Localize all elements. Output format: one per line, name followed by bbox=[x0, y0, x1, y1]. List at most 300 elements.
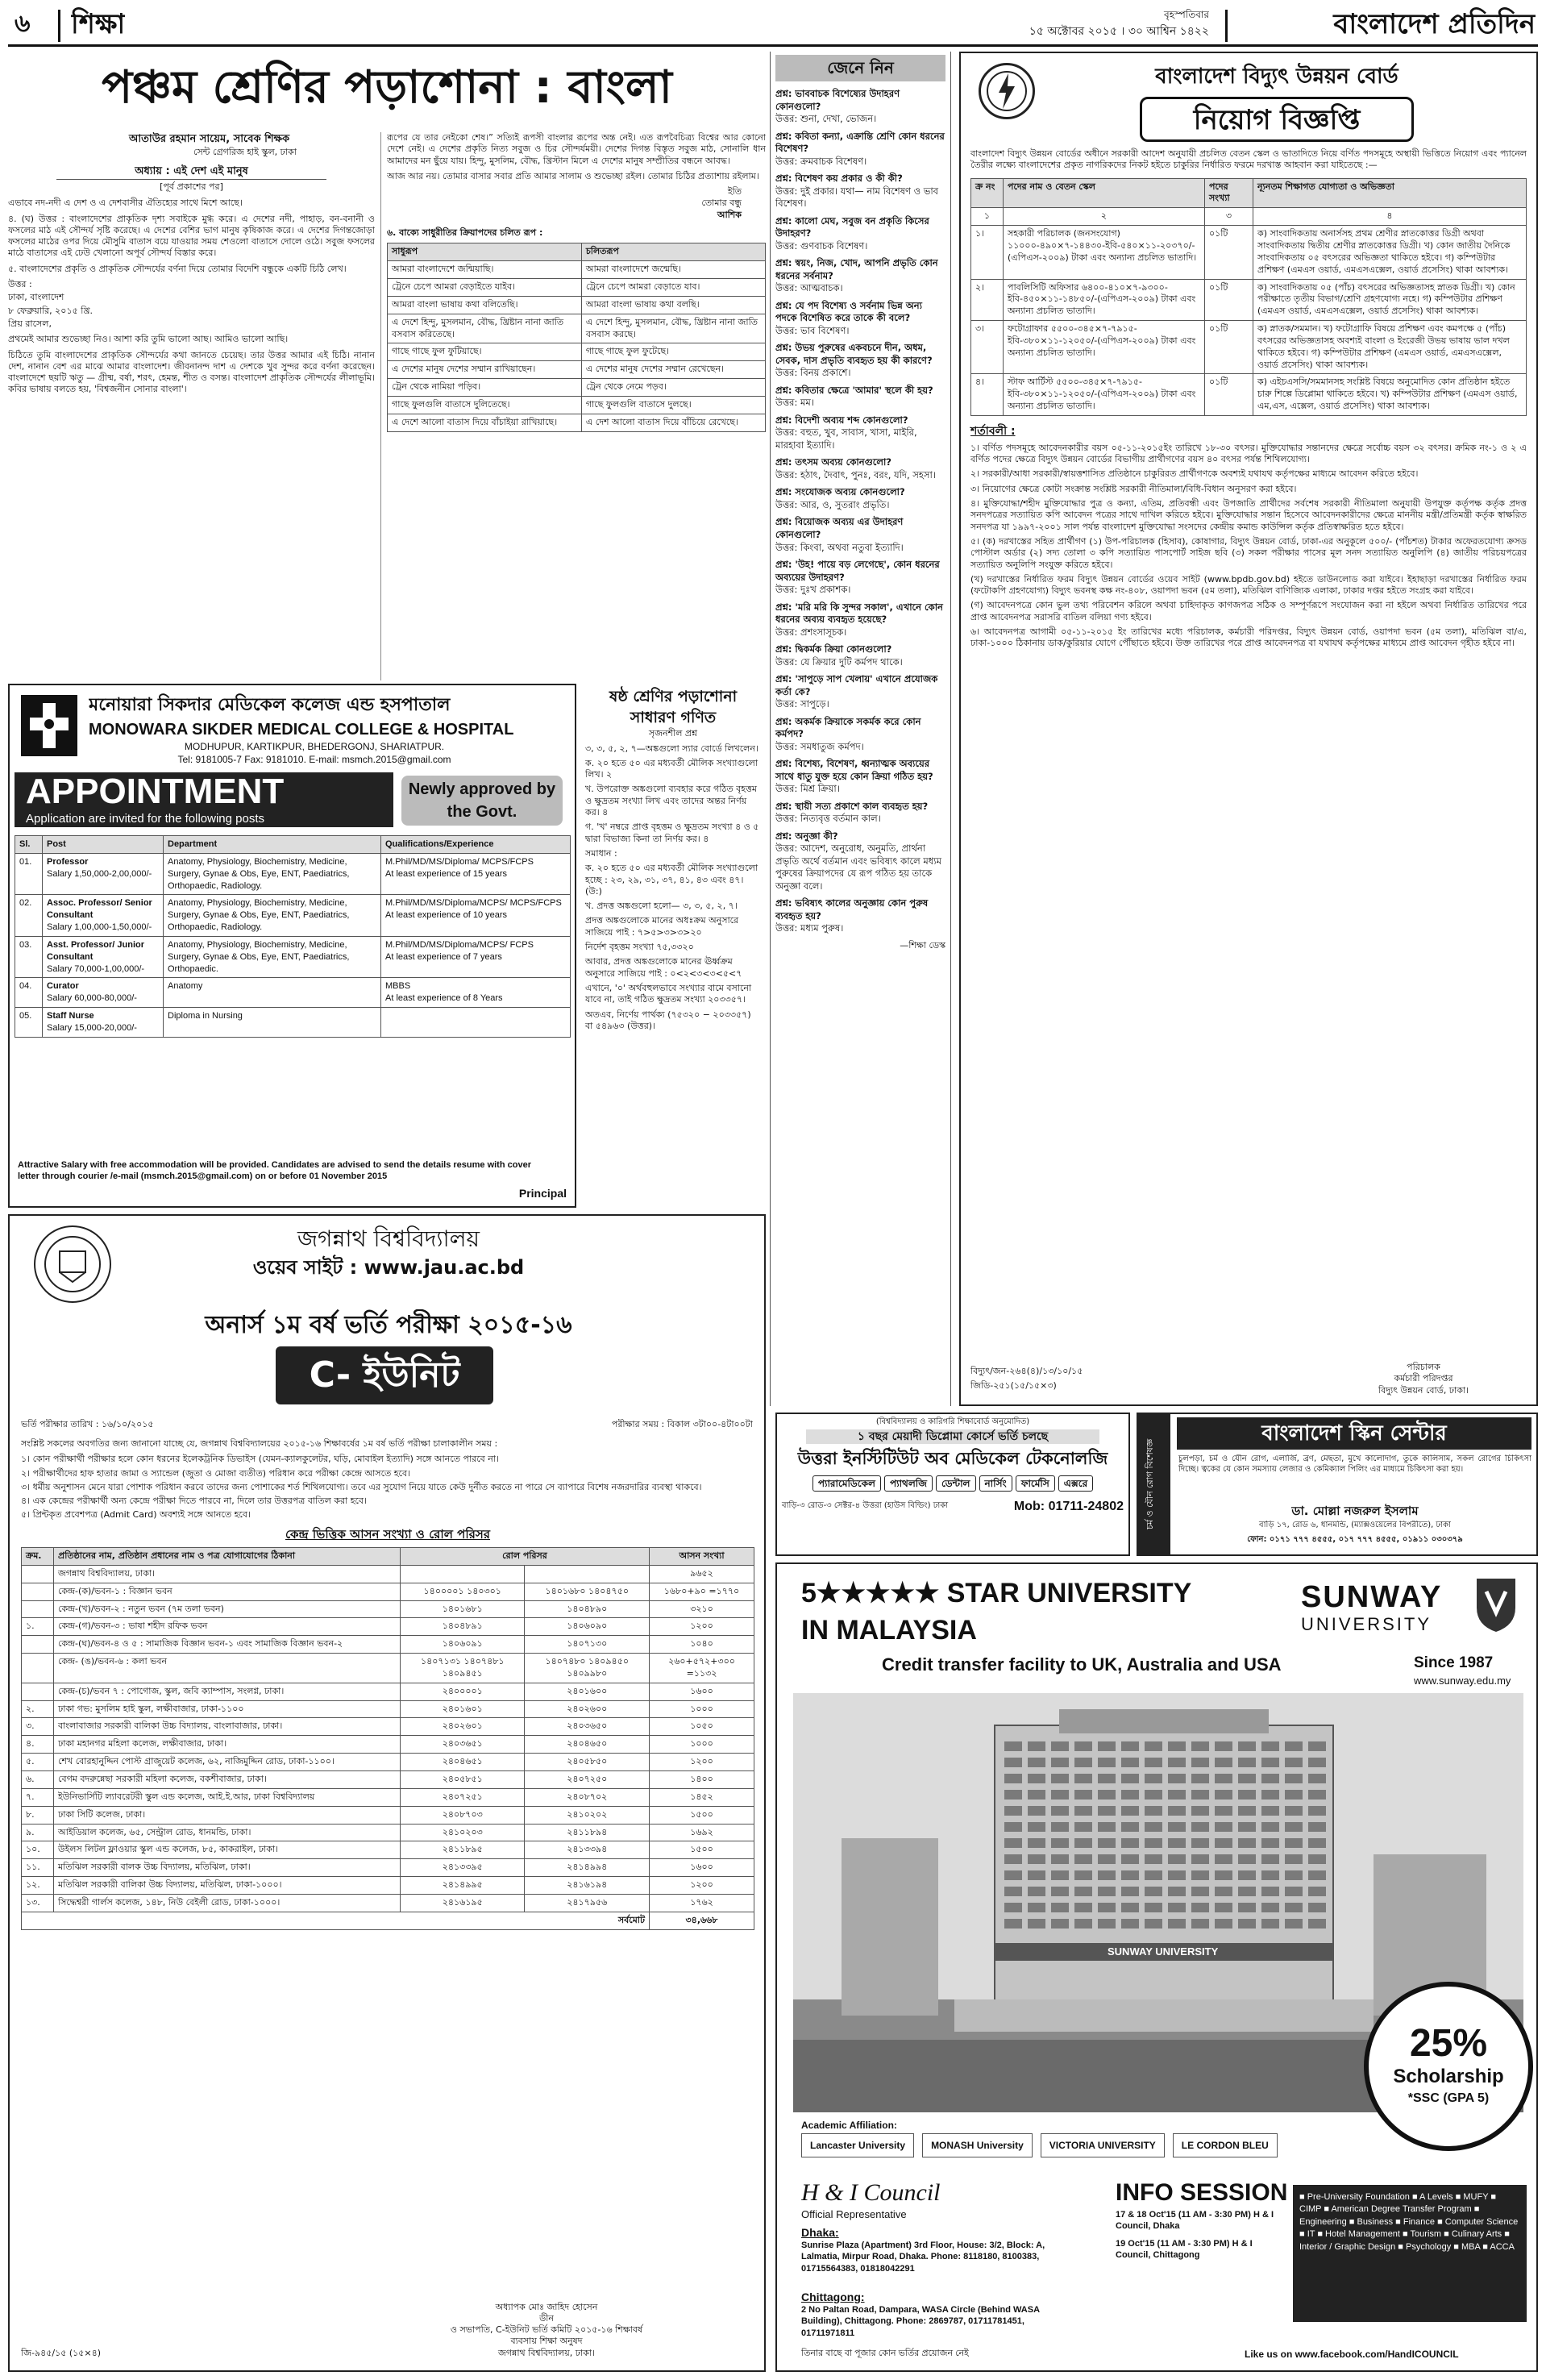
building-window bbox=[1004, 1903, 1022, 1912]
qa-list bbox=[775, 88, 945, 935]
lesson6-sub: সৃজনশীল প্রশ্ন bbox=[648, 728, 698, 739]
exam-time: পরীক্ষার সময় : বিকাল ৩টা০০-৪টা০০টা bbox=[611, 1419, 753, 1429]
building-window bbox=[1308, 1758, 1326, 1767]
table-row bbox=[388, 396, 766, 414]
row-serial: 04. bbox=[15, 978, 43, 1008]
seat-count: ২৬০+৫৭২+৩০০ =১১৩২ bbox=[650, 1654, 754, 1683]
row-number: ১১. bbox=[22, 1859, 54, 1877]
skin-text: চুলপড়া, চর্ম ও যৌন রোগ, এলার্জি, ব্রণ, মেছতা, মুখে কালোদাগ, তুকে কালিসাম, সকল রোগের চিকিৎসা দিচ্ছে। ত্বকের যে কোন সমস্যায় লেজার ও কেমিক্যাল পিলিং এর মাধ্যমে চিকিৎসা করা হয়। bbox=[1178, 1454, 1531, 1474]
building-window bbox=[1051, 1822, 1069, 1832]
table-row bbox=[388, 361, 766, 379]
qa-item bbox=[775, 215, 945, 253]
rule-item: ২। পরীক্ষার্থীদের হাফ হাতার জামা ও স্যান্ডেল (জুতা ও মোজা ব্যতীত) পরিধান করে পরীক্ষা কেন্দ্রে আসতে হবে। bbox=[21, 1467, 411, 1479]
row-number bbox=[22, 1636, 54, 1654]
qa-question: প্রশ্ন: বিশেষণ কয় প্রকার ও কী কী? bbox=[775, 173, 903, 185]
building-window bbox=[1004, 1854, 1022, 1864]
info-session-title: INFO SESSION bbox=[1116, 2179, 1288, 2206]
table-row bbox=[22, 1806, 754, 1824]
building-window bbox=[1215, 1854, 1232, 1864]
qa-answer: উত্তর: ভাব বিশেষণ। bbox=[775, 324, 850, 336]
table-header: Sl. bbox=[15, 836, 43, 854]
row-number bbox=[22, 1583, 54, 1600]
building-window bbox=[1285, 1870, 1303, 1880]
newspaper-name: বাংলাদেশ প্রতিদিন bbox=[1333, 8, 1536, 40]
table-row bbox=[22, 1771, 754, 1789]
building-window bbox=[1098, 1903, 1116, 1912]
bpdb-posts-table bbox=[970, 178, 1527, 416]
qa-question: প্রশ্ন: ভবিষ্যৎ কালের অনুজ্ঞায় কোন পুরুষ ব্যবহৃত হয়? bbox=[775, 897, 929, 922]
table-row bbox=[388, 279, 766, 297]
roll-from: ২৪০৩৬৫১ bbox=[401, 1736, 525, 1754]
building-window bbox=[1191, 1806, 1209, 1816]
row-number: ৪। bbox=[971, 374, 1004, 416]
building-window bbox=[1121, 1887, 1139, 1896]
building-window bbox=[1308, 1790, 1326, 1800]
building-window bbox=[1004, 1806, 1022, 1816]
building-window bbox=[1308, 1822, 1326, 1832]
qa-answer: উত্তর: দুই প্রকার। যথা— নাম বিশেষণ ও ভাব বিশেষণ। bbox=[775, 185, 939, 210]
table-header: রোল পরিসর bbox=[401, 1548, 650, 1566]
lesson5-title: পঞ্চম শ্রেণির পড়াশোনা : বাংলা bbox=[102, 61, 672, 114]
qa-answer: উত্তর: বহুত, খুব, সাবাস, খাসা, মাইরি, মারহাবা ইত্যাদি। bbox=[775, 426, 917, 451]
building-window bbox=[1121, 1758, 1139, 1767]
roll-to: ২৪০১৬০০ bbox=[525, 1683, 650, 1700]
building-window bbox=[1261, 1806, 1279, 1816]
program-item: ■ MUFY bbox=[1455, 2192, 1491, 2202]
sunway-facebook[interactable]: Like us on www.facebook.com/HandICOUNCIL bbox=[1245, 2349, 1459, 2360]
building-window bbox=[1191, 1903, 1209, 1912]
qa-answer: উত্তর: সাপুড়ে। bbox=[775, 698, 829, 710]
program-item: ■ A Levels bbox=[1411, 2192, 1456, 2202]
qa-item bbox=[775, 257, 945, 295]
qualification-cell bbox=[381, 978, 571, 1008]
qa-answer: উত্তর: নিত্যবৃত্ত বর্তমান কাল। bbox=[775, 813, 881, 825]
building-window bbox=[1051, 1790, 1069, 1800]
table-cell: এ দেশে আলো বাতাস দিয়ে বাঁচাইয়া রাখিয়াছে। bbox=[388, 414, 582, 431]
table-row bbox=[15, 895, 571, 937]
building-window bbox=[1238, 1870, 1256, 1880]
building-window bbox=[1308, 1854, 1326, 1864]
building-window bbox=[1098, 1790, 1116, 1800]
post-salary: Salary 60,000-80,000/- bbox=[47, 993, 137, 1004]
row-number: ১। bbox=[971, 226, 1004, 279]
building-window bbox=[1074, 1806, 1092, 1816]
qa-answer: উত্তর: মধ্যম পুরুষ। bbox=[775, 922, 844, 934]
table-header: ক্র নং bbox=[971, 178, 1004, 208]
post-title: Assoc. Professor/ Senior Consultant bbox=[47, 898, 152, 921]
qa-question: প্রশ্ন: বিদেশী অব্যয় শব্দ কোনগুলো? bbox=[775, 414, 908, 426]
letter-closing: ইতি bbox=[727, 186, 742, 198]
scholarship-condition: *SSC (GPA 5) bbox=[1407, 2091, 1490, 2106]
building-window bbox=[1074, 1774, 1092, 1783]
jnu-rules bbox=[21, 1438, 754, 1930]
building-window bbox=[1285, 1919, 1303, 1929]
roll-from: ১৪০৭১৩১ ১৪০৭৪৮১ ১৪০৯৪৫১ bbox=[401, 1654, 525, 1683]
qa-item bbox=[775, 716, 945, 754]
row-number bbox=[22, 1683, 54, 1700]
chapter-heading: অধ্যায় : এই দেশ এই মানুষ bbox=[56, 164, 326, 180]
row-serial: 01. bbox=[15, 853, 43, 895]
lesson6-line: গ. 'খ' নম্বরে প্রাপ্ত বৃহত্তম ও ক্ষুদ্রতম সংখ্যা ৪ ও ৫ দ্বারা বিভাজ্য কিনা তা নির্ণয় কর। ৪ bbox=[585, 822, 759, 844]
term-item: ৩। নিয়োগের ক্ষেত্রে কোটা সংক্রান্ত সংশ্লিষ্ট সরকারী নীতিমালা/বিধি-বিধান অনুসরণ করা হইবে। bbox=[970, 483, 1297, 494]
qa-item bbox=[775, 758, 945, 796]
roll-to: ২৪০২৬০০ bbox=[525, 1700, 650, 1718]
sunway-logo-text: SUNWAY bbox=[1301, 1580, 1443, 1614]
roll-from: ১৪০০০০১ ১৪০৩০১ bbox=[401, 1583, 525, 1600]
building-window bbox=[1215, 1790, 1232, 1800]
lesson5-para: ৮ ফেব্রুয়ারি, ২০১৫ খ্রি. bbox=[8, 305, 94, 316]
building-window bbox=[1098, 1838, 1116, 1848]
table-row bbox=[22, 1754, 754, 1771]
building-window bbox=[1145, 1822, 1162, 1832]
signer-title: পরিচালক bbox=[1407, 1362, 1440, 1373]
center-name: বাংলাবাজার সরকারী বালিকা উচ্চ বিদ্যালয়, বাংলাবাজার, ঢাকা। bbox=[54, 1718, 401, 1736]
center-name: কেন্দ্র-(চ)/ভবন ৭ : পোগোজ, স্কুল, জবি ক্যাম্পাস, সংলগ্ন, ঢাকা। bbox=[54, 1683, 401, 1700]
lesson6-line: এখানে, '০' অর্থবহুলভাবে সংখ্যার বামে বসানো যাবে না, তাই গঠিত ক্ষুদ্রতম সংখ্যা ২০৩৩৫৭। bbox=[585, 982, 752, 1005]
course-chip: নার্সিং bbox=[979, 1475, 1012, 1492]
table-row bbox=[971, 374, 1527, 416]
sunway-headline-1: 5★★★★★ STAR UNIVERSITY bbox=[801, 1578, 1192, 1608]
roll-from: ২৪১১৮৯৫ bbox=[401, 1841, 525, 1859]
official-rep: Official Representative bbox=[801, 2208, 907, 2220]
course-chips bbox=[782, 1474, 1124, 1493]
table-cell: ট্রেন থেকে নেমে পড়ব। bbox=[581, 379, 765, 397]
building-window bbox=[1098, 1741, 1116, 1751]
building-window bbox=[1121, 1838, 1139, 1848]
uttara-address: বাড়ি-৩ রোড-৩ সেক্টর-৪ উত্তরা (হাউস বিল্ডিং) ঢাকা bbox=[782, 1501, 949, 1511]
building-window bbox=[1308, 1887, 1326, 1896]
building-window bbox=[1215, 1741, 1232, 1751]
roll-to: ২৪০৪৬৫০ bbox=[525, 1736, 650, 1754]
building-window bbox=[1028, 1870, 1045, 1880]
seat-count: ১০৪০ bbox=[650, 1636, 754, 1654]
program-item: ■ Pre-University Foundation bbox=[1299, 2192, 1412, 2202]
building-window bbox=[1121, 1790, 1139, 1800]
lesson5-para: প্রিয় রাসেল, bbox=[8, 318, 52, 329]
program-item: ■ MBA bbox=[1453, 2241, 1483, 2252]
row-number: ৪. bbox=[22, 1736, 54, 1754]
table-cell: এ দেশের মানুষ দেশের সম্মান রেখেছেন। bbox=[581, 361, 765, 379]
lesson6-line: ৩, ৩, ৫, ২, ৭—অঙ্কগুলো স্যার বোর্ডে লিখলেন। bbox=[585, 743, 758, 754]
program-item: ■ Finance bbox=[1395, 2216, 1438, 2227]
building-window bbox=[1285, 1758, 1303, 1767]
unit-badge: C- ইউনিট bbox=[276, 1346, 493, 1404]
ctg-label: Chittagong: bbox=[801, 2291, 865, 2303]
qa-question: প্রশ্ন: 'সাপুড়ে সাপ খেলায়' এখানে প্রযোজক কর্তা কে? bbox=[775, 673, 938, 697]
roll-to: ২৪১৭৯৫৬ bbox=[525, 1894, 650, 1912]
building-window bbox=[1121, 1870, 1139, 1880]
lesson6-line: প্রদত্ত অঙ্কগুলোকে মানের অধঃক্রম অনুসারে সাজিয়ে পাই : ৭>৫>৩>৩>২০ bbox=[585, 915, 739, 938]
building-window bbox=[1051, 1887, 1069, 1896]
table-row bbox=[22, 1636, 754, 1654]
building-window bbox=[1028, 1854, 1045, 1864]
row-number: ২। bbox=[971, 279, 1004, 321]
building-window bbox=[1191, 1838, 1209, 1848]
experience-text: At least experience of 10 years bbox=[385, 910, 508, 921]
jene-credit: —শিক্ষা ডেস্ক bbox=[900, 939, 945, 951]
bpdb-header bbox=[970, 60, 1527, 148]
experience-text: At least experience of 15 years bbox=[385, 868, 508, 879]
qa-question: প্রশ্ন: স্থায়ী সত্য প্রকাশে কাল ব্যবহৃত হয়? bbox=[775, 800, 929, 812]
qa-question: প্রশ্ন: অনুজ্ঞা কী? bbox=[775, 830, 838, 842]
building-window bbox=[1215, 1903, 1232, 1912]
building-window bbox=[1238, 1903, 1256, 1912]
govt-approved-badge: Newly approved by the Govt. bbox=[401, 776, 563, 826]
building-window bbox=[1051, 1774, 1069, 1783]
building-window bbox=[1238, 1838, 1256, 1848]
table-header: সাধুরূপ bbox=[388, 243, 582, 261]
lesson6-article bbox=[580, 684, 766, 1208]
post-cell bbox=[43, 1008, 164, 1038]
building-window bbox=[1074, 1758, 1092, 1767]
post-cell bbox=[43, 853, 164, 895]
building-window bbox=[1308, 1774, 1326, 1783]
qualification-text: M.Phil/MD/MS/Diploma/MCPS/ FCPS bbox=[385, 939, 534, 950]
roll-to bbox=[525, 1565, 650, 1583]
roll-from: ২৪০৭২৫১ bbox=[401, 1788, 525, 1806]
signer-role: ও সভাপতি, C-ইউনিট ভর্তি কমিটি ২০১৫-১৬ শিক্ষাবর্ষ bbox=[450, 2324, 643, 2336]
row-serial: 03. bbox=[15, 936, 43, 978]
building-window bbox=[1028, 1887, 1045, 1896]
total-value: ৩৪,৬৬৮ bbox=[650, 1912, 754, 1929]
building-window bbox=[1261, 1919, 1279, 1929]
seat-count: ১২০০ bbox=[650, 1877, 754, 1895]
building-window bbox=[1051, 1758, 1069, 1767]
building-window bbox=[1238, 1919, 1256, 1929]
seat-count: ১৬০০ bbox=[650, 1683, 754, 1700]
programs-box bbox=[1293, 2185, 1527, 2322]
row-number bbox=[22, 1654, 54, 1683]
row-number: ৩. bbox=[22, 1718, 54, 1736]
roll-to: ১৪০৭৪৮০ ১৪০৯৪৫০ ১৪০৯৯৮০ bbox=[525, 1654, 650, 1683]
roll-to: ২৪১৬১৯৪ bbox=[525, 1877, 650, 1895]
lesson5-article bbox=[8, 52, 766, 680]
table-cell: এ দেশ আলো বাতাস দিয়ে বাঁচিয়ে রেখেছে। bbox=[581, 414, 765, 431]
qa-answer: উত্তর: শুনা, দেখা, ভোজন। bbox=[775, 113, 877, 125]
row-number: ১৩. bbox=[22, 1894, 54, 1912]
table-row bbox=[22, 1877, 754, 1895]
building-window bbox=[1004, 1741, 1022, 1751]
table-cell: এ দেশের মানুষ দেশের সম্মান রাখিয়াছেন। bbox=[388, 361, 582, 379]
masthead bbox=[8, 5, 1538, 47]
table-row bbox=[22, 1841, 754, 1859]
center-name: কেন্দ্র-(গ)/ভবন-৩ : ভাষা শহীদ রফিক ভবন bbox=[54, 1618, 401, 1636]
building-window bbox=[1238, 1758, 1256, 1767]
council-logo: H & I Council bbox=[801, 2179, 941, 2206]
row-serial: 05. bbox=[15, 1008, 43, 1038]
roll-to: ২৪১৩৩৯৪ bbox=[525, 1841, 650, 1859]
post-count: ০১টি bbox=[1205, 226, 1253, 279]
building-window bbox=[1004, 1758, 1022, 1767]
qa-answer: উত্তর: সমধাতুজ কর্মপদ। bbox=[775, 740, 864, 752]
roll-from: ২৪০১৬০১ bbox=[401, 1700, 525, 1718]
building-window bbox=[1168, 1854, 1186, 1864]
seat-count: ১৫০০ bbox=[650, 1806, 754, 1824]
program-item: ■ Business bbox=[1349, 2216, 1396, 2227]
qa-question: প্রশ্ন: তৎসম অব্যয় কোনগুলো? bbox=[775, 456, 891, 468]
building-window bbox=[1145, 1903, 1162, 1912]
row-number: ২. bbox=[22, 1700, 54, 1718]
row-number: ১০. bbox=[22, 1841, 54, 1859]
program-item: ■ CIMP bbox=[1299, 2192, 1497, 2215]
program-item: ■ American Degree Transfer Program bbox=[1324, 2204, 1474, 2215]
monowara-table-wrap bbox=[15, 835, 571, 1038]
building-window bbox=[1121, 1774, 1139, 1783]
table-row bbox=[15, 853, 571, 895]
roll-from: ২৪০৪৬৫১ bbox=[401, 1754, 525, 1771]
building-window bbox=[1191, 1790, 1209, 1800]
table-header: Qualifications/Experience bbox=[381, 836, 571, 854]
table-row bbox=[22, 1859, 754, 1877]
table-header: পদের নাম ও বেতন স্কেল bbox=[1004, 178, 1205, 208]
lesson6-line: নির্দেশ বৃহত্তম সংখ্যা ৭৫,৩৩২০ bbox=[585, 942, 694, 953]
building-window bbox=[1191, 1774, 1209, 1783]
qa-question: প্রশ্ন: 'উহ! পায়ে বড় লেগেছে', কোন ধরনের অব্যয়ের উদাহরণ? bbox=[775, 559, 940, 583]
building-window bbox=[1121, 1806, 1139, 1816]
qa-item bbox=[775, 897, 945, 935]
table-header: Post bbox=[43, 836, 164, 854]
building-window bbox=[1145, 1919, 1162, 1929]
table-row bbox=[15, 978, 571, 1008]
letter-signature: আশিক bbox=[717, 209, 742, 220]
skin-phone: ফোন: ০১৭১ ৭৭৭ ৪৫৫৫, ০১৭ ৭৭৭ ৪৫৫৫, ০১৯১১ ০৩০৩৭৯ bbox=[1247, 1535, 1463, 1544]
building-window bbox=[1261, 1822, 1279, 1832]
session-1: 17 & 18 Oct'15 (11 AM - 3:30 PM) H & I Council, Dhaka bbox=[1116, 2210, 1274, 2232]
appointment-sub: Application are invited for the following posts bbox=[26, 812, 265, 826]
bpdb-signature bbox=[1335, 1362, 1512, 1396]
building-window bbox=[1168, 1838, 1186, 1848]
building-window bbox=[1285, 1887, 1303, 1896]
building-window bbox=[1098, 1758, 1116, 1767]
monowara-signer: Principal bbox=[518, 1187, 567, 1200]
affiliation-label: Academic Affiliation: bbox=[801, 2120, 897, 2131]
building-window bbox=[1074, 1887, 1092, 1896]
center-name: ইউনিভার্সিটি ল্যাবরেটরী স্কুল এন্ড কলেজ, আই.ই.আর, ঢাকা বিশ্ববিদ্যালয় bbox=[54, 1788, 401, 1806]
lesson5-para: আজ আর নয়। তোমার বাসার সবার প্রতি আমার সালাম ও শুভেচ্ছা রইল। তোমার চিঠির প্রত্যাশায় রইলাম। bbox=[387, 170, 759, 181]
signer-faculty: ব্যবসায় শিক্ষা অনুষদ bbox=[510, 2336, 583, 2347]
building-window bbox=[1004, 1774, 1022, 1783]
table-cell: ট্রেন থেকে নামিয়া পড়িব। bbox=[388, 379, 582, 397]
table-header: প্রতিষ্ঠানের নাম, প্রতিষ্ঠান প্রধানের নাম ও পত্র যোগাযোগের ঠিকানা bbox=[54, 1548, 401, 1566]
qualification-cell bbox=[381, 936, 571, 978]
building-window bbox=[1074, 1790, 1092, 1800]
program-item: ■ Culinary Arts bbox=[1444, 2229, 1505, 2240]
qa-item bbox=[775, 342, 945, 380]
building-window bbox=[1285, 1838, 1303, 1848]
building-window bbox=[1028, 1741, 1045, 1751]
sunway-site: www.sunway.edu.my bbox=[1414, 1675, 1511, 1687]
table-header: ন্যূনতম শিক্ষাগত যোগ্যতা ও অভিজ্ঞতা bbox=[1253, 178, 1527, 208]
building-window bbox=[1168, 1887, 1186, 1896]
roll-from: ২৪১৬১৯৫ bbox=[401, 1894, 525, 1912]
roll-from: ২৪১৩৩৯৫ bbox=[401, 1859, 525, 1877]
table-cell: আমরা বাংলা ভাষায় কথা বলিতেছি। bbox=[388, 296, 582, 314]
building-window bbox=[1261, 1774, 1279, 1783]
building-window bbox=[1261, 1741, 1279, 1751]
building-window bbox=[1168, 1774, 1186, 1783]
table-header: চলিতরূপ bbox=[581, 243, 765, 261]
building-window bbox=[1004, 1919, 1022, 1929]
table-row bbox=[22, 1824, 754, 1841]
qa-question: প্রশ্ন: যে পদ বিশেষ্য ও সর্বনাম ভিন্ন অন্য পদকে বিশেষিত করে তাকে কী বলে? bbox=[775, 299, 923, 324]
sunway-credit: Credit transfer facility to UK, Australia and USA bbox=[882, 1654, 1282, 1675]
sunway-ad bbox=[775, 1562, 1538, 2372]
program-item: ■ Psychology bbox=[1398, 2241, 1454, 2252]
qa-item bbox=[775, 601, 945, 639]
signer-org: বিদ্যুৎ উন্নয়ন বোর্ড, ঢাকা। bbox=[1378, 1384, 1469, 1396]
building-window bbox=[1121, 1822, 1139, 1832]
post-salary: Salary 15,000-20,000/- bbox=[47, 1022, 137, 1033]
dhaka-label: Dhaka: bbox=[801, 2226, 839, 2239]
table-question: ৬. বাক্যে সাধুরীতির ক্রিয়াপদের চলিত রূপ : bbox=[387, 227, 543, 239]
rule-item: ৪। এক কেন্দ্রের পরীক্ষার্থী অন্য কেন্দ্রে পরীক্ষা দিতে পারবে না, দিলে তার উত্তরপত্র বাতিল করা হবে। bbox=[21, 1496, 367, 1507]
lesson5-para: প্রথমেই আমার শুভেচ্ছা নিও। আশা করি তুমি ভালো আছ। আমিও ভালো আছি। bbox=[8, 334, 289, 345]
jnu-signature bbox=[377, 2302, 716, 2359]
post-cell bbox=[43, 936, 164, 978]
roll-from: ২৪০৫৮৫১ bbox=[401, 1771, 525, 1789]
post-name: পাবলিসিটি অফিসার ৬৪০০-৪১০×৭-৯৩০০-ইবি-৪৫০×১১-১৪৮৫০/-(এপিএস-২০০৯) টাকা এবং অন্যান্য প্রচলিত ভাতাদি। bbox=[1004, 279, 1205, 321]
building-window bbox=[1168, 1822, 1186, 1832]
table-row bbox=[388, 261, 766, 279]
center-name: উইলস লিটল ফ্লাওয়ার স্কুল এন্ড কলেজ, ৮৫, কাকরাইল, ঢাকা। bbox=[54, 1841, 401, 1859]
seat-count: ১৪০০ bbox=[650, 1771, 754, 1789]
seat-count: ১৫০০ bbox=[650, 1841, 754, 1859]
bpdb-logo-icon bbox=[979, 63, 1035, 119]
signer-title: ডীন bbox=[539, 2312, 554, 2324]
exam-date: ভর্তি পরীক্ষার তারিখ : ১৬/১০/২০১৫ bbox=[21, 1419, 154, 1429]
building-window bbox=[1191, 1919, 1209, 1929]
building-sign: SUNWAY UNIVERSITY bbox=[1108, 1945, 1219, 1958]
center-name: কেন্দ্র-(ক)/ভবন-১ : বিজ্ঞান ভবন bbox=[54, 1583, 401, 1600]
center-name: আইডিয়াল কলেজ, ৬৫, সেন্ট্রাল রোড, ধানমন্ডি, ঢাকা। bbox=[54, 1824, 401, 1841]
building-window bbox=[1121, 1854, 1139, 1864]
row-number: ১২. bbox=[22, 1877, 54, 1895]
program-item: ■ Hotel Management bbox=[1317, 2229, 1403, 2240]
jnu-exam-title: অনার্স ১ম বর্ষ ভর্তি পরীক্ষা ২০১৫-১৬ bbox=[205, 1311, 572, 1339]
seat-count: ১৬০০ bbox=[650, 1859, 754, 1877]
sunway-headline-2: IN MALAYSIA bbox=[801, 1615, 977, 1646]
center-name: কেন্দ্র- (ঙ)/ভবন-৬ : কলা ভবন bbox=[54, 1654, 401, 1683]
table-cell: ট্রেনে চেপে আমরা বেড়াতে যাব। bbox=[581, 279, 765, 297]
qa-item bbox=[775, 414, 945, 452]
jnu-name: জগন্নাথ বিশ্ববিদ্যালয় bbox=[297, 1225, 480, 1252]
table-row bbox=[15, 936, 571, 978]
building-window bbox=[1308, 1741, 1326, 1751]
jagannath-ad bbox=[8, 1214, 766, 2372]
bpdb-memo2: জিডি-২৫১(১৫/১৫×৩) bbox=[970, 1379, 1057, 1391]
building-window bbox=[1215, 1870, 1232, 1880]
qualification-text: MBBS bbox=[385, 981, 411, 992]
monowara-footer: Attractive Salary with free accommodation will be provided. Candidates are advised to send the details resume with cover letter through courier /e-mail (msmch.2015@gmail.com) on or before 01 November 2015 bbox=[18, 1160, 531, 1182]
center-name: সিদ্ধেশ্বরী গার্লস কলেজ, ১৪৮, নিউ বেইলী রোড, ঢাকা-১০০০। bbox=[54, 1894, 401, 1912]
qa-answer: উত্তর: গুণবাচক বিশেষণ। bbox=[775, 239, 868, 252]
roll-from: ২৪১৪৯৯৫ bbox=[401, 1877, 525, 1895]
table-row bbox=[388, 343, 766, 361]
building-window bbox=[1261, 1854, 1279, 1864]
building-window bbox=[1098, 1919, 1116, 1929]
rules-list bbox=[21, 1454, 754, 1521]
table-header: আসন সংখ্যা bbox=[650, 1548, 754, 1566]
center-name: ঢাকা গভ: মুসলিম হাই স্কুল, লক্ষীবাজার, ঢাকা-১১০০ bbox=[54, 1700, 401, 1718]
qualification-cell bbox=[381, 1008, 571, 1038]
jene-nin-title: জেনে নিন bbox=[775, 55, 945, 81]
seat-count: ১৭৬২ bbox=[650, 1894, 754, 1912]
table-row bbox=[971, 321, 1527, 374]
post-count: ০১টি bbox=[1205, 279, 1253, 321]
ctg-address: 2 No Paltan Road, Dampara, WASA Circle (Behind WASA Building), Chittagong. Phone: 2869787, 01711781451, 01711971811 bbox=[801, 2305, 1040, 2338]
building-window bbox=[1308, 1806, 1326, 1816]
building-window bbox=[1145, 1838, 1162, 1848]
